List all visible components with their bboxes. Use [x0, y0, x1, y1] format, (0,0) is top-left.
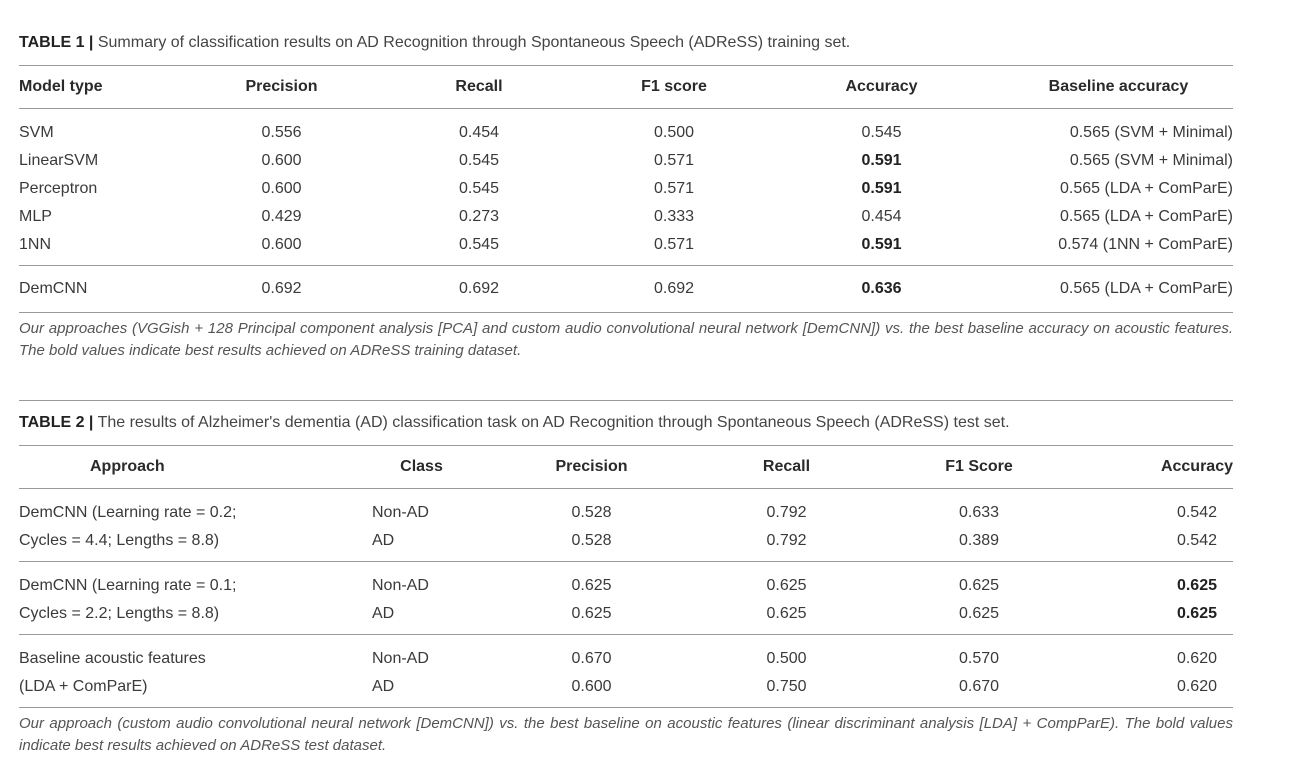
cell: 0.565 (LDA + ComParE) — [964, 266, 1233, 313]
cell: 0.565 (LDA + ComParE) — [1060, 208, 1233, 225]
cell: 0.591 — [861, 236, 902, 253]
cell: DemCNN (Learning rate = 0.2; — [19, 504, 237, 521]
cell: 0.273 — [458, 208, 500, 225]
cell: 0.620 — [1084, 635, 1233, 674]
cell: 0.528 — [571, 532, 612, 549]
cell: AD — [359, 673, 484, 708]
table-2-label: TABLE 2 | — [19, 414, 94, 431]
cell: 0.556 — [261, 124, 302, 141]
cell: 0.625 — [484, 562, 699, 601]
cell: 0.571 — [653, 152, 695, 169]
header-f1-score: F1 Score — [874, 446, 1084, 489]
table-2-grid — [19, 445, 1233, 708]
cell: Cycles = 4.4; Lengths = 8.8) — [19, 532, 220, 549]
cell: Non-AD — [359, 562, 484, 601]
cell: 0.571 — [653, 236, 695, 253]
cell: 0.792 — [766, 532, 807, 549]
table-row — [19, 231, 1233, 266]
table-row — [19, 109, 1233, 148]
header-recall: Recall — [699, 446, 874, 489]
table-1 — [19, 30, 1233, 362]
cell: 0.625 — [766, 605, 807, 622]
header-baseline-accuracy: Baseline accuracy — [964, 66, 1233, 109]
header-accuracy: Accuracy — [799, 66, 964, 109]
cell: Non-AD — [372, 504, 429, 521]
table-row — [19, 562, 1233, 601]
cell: 0.545 — [458, 180, 500, 197]
cell: 0.625 — [1176, 605, 1217, 622]
table-row — [19, 635, 1233, 674]
cell: 0.570 — [874, 635, 1084, 674]
table-2-caption-text: The results of Alzheimer's dementia (AD) classification task on AD Recognition through Spontaneous Speech (ADReSS) test set. — [97, 414, 1010, 431]
cell: 0.429 — [261, 208, 302, 225]
table-row — [19, 147, 1233, 175]
cell: 0.500 — [653, 124, 695, 141]
cell: 0.565 (SVM + Minimal) — [1069, 152, 1233, 169]
cell: 0.545 — [458, 152, 500, 169]
cell: 0.792 — [766, 504, 807, 521]
cell: 0.528 — [571, 504, 612, 521]
table-2-header-row — [19, 446, 1233, 489]
cell: 0.670 — [484, 635, 699, 674]
cell: 0.542 — [1176, 532, 1217, 549]
cell: 0.545 — [458, 236, 500, 253]
header-precision: Precision — [484, 446, 699, 489]
cell: Cycles = 2.2; Lengths = 8.8) — [19, 605, 220, 622]
cell: 0.565 (SVM + Minimal) — [1069, 124, 1233, 141]
cell: 0.633 — [958, 504, 1000, 521]
cell: 0.625 — [1084, 562, 1233, 601]
cell: 0.574 (1NN + ComParE) — [1058, 236, 1233, 253]
cell: 1NN — [19, 236, 52, 253]
cell: SVM — [19, 124, 54, 141]
cell: Baseline acoustic features — [19, 635, 359, 674]
cell: Perceptron — [19, 180, 98, 197]
cell: 0.600 — [261, 236, 302, 253]
cell: 0.600 — [261, 180, 302, 197]
header-precision: Precision — [154, 66, 409, 109]
cell: 0.545 — [861, 124, 902, 141]
header-model-type: Model type — [19, 66, 154, 109]
cell: 0.670 — [874, 673, 1084, 708]
cell: 0.591 — [861, 152, 902, 169]
cell: 0.692 — [409, 266, 549, 313]
cell: 0.571 — [653, 180, 695, 197]
cell: 0.542 — [1176, 504, 1217, 521]
cell: 0.625 — [958, 605, 1000, 622]
header-recall: Recall — [409, 66, 549, 109]
header-f1-score: F1 score — [549, 66, 799, 109]
cell: 0.620 — [1084, 673, 1233, 708]
cell: 0.600 — [261, 152, 302, 169]
table-row — [19, 600, 1233, 635]
cell: 0.692 — [154, 266, 409, 313]
cell: 0.636 — [799, 266, 964, 313]
table-row — [19, 266, 1233, 313]
cell: 0.692 — [549, 266, 799, 313]
cell: 0.454 — [861, 208, 902, 225]
table-1-header-row — [19, 66, 1233, 109]
cell: 0.625 — [571, 605, 612, 622]
table-1-note: Our approaches (VGGish + 128 Principal component analysis [PCA] and custom audio convolutional neural network [DemCNN]) vs. the best baseline accuracy on acoustic features. The bold values indicate best results achieved on ADReSS training dataset. — [19, 320, 1233, 359]
table-row — [19, 175, 1233, 203]
cell: 0.333 — [653, 208, 695, 225]
header-approach: Approach — [19, 446, 359, 489]
cell: DemCNN (Learning rate = 0.1; — [19, 562, 359, 601]
cell: DemCNN — [19, 266, 154, 313]
table-row — [19, 203, 1233, 231]
cell: 0.625 — [874, 562, 1084, 601]
cell: 0.600 — [484, 673, 699, 708]
cell: 0.500 — [699, 635, 874, 674]
header-accuracy: Accuracy — [1084, 446, 1233, 489]
cell: (LDA + ComParE) — [19, 673, 359, 708]
cell: 0.454 — [458, 124, 500, 141]
table-row — [19, 673, 1233, 708]
cell: LinearSVM — [19, 152, 99, 169]
table-1-label: TABLE 1 | — [19, 34, 94, 51]
cell: 0.389 — [958, 532, 1000, 549]
header-class: Class — [359, 446, 484, 489]
table-1-caption-text: Summary of classification results on AD Recognition through Spontaneous Speech (ADReSS) training set. — [97, 34, 851, 51]
cell: Non-AD — [359, 635, 484, 674]
table-2-note: Our approach (custom audio convolutional neural network [DemCNN]) vs. the best baseline on acoustic features (linear discriminant analysis [LDA] + CompParE). The bold values indicate best results achieved on ADReSS test dataset. — [19, 715, 1233, 754]
table-2-caption — [19, 401, 1233, 445]
cell: AD — [372, 605, 395, 622]
cell: 0.625 — [699, 562, 874, 601]
cell: MLP — [19, 208, 52, 225]
table-1-caption — [19, 30, 1233, 65]
table-1-grid — [19, 65, 1233, 313]
cell: 0.565 (LDA + ComParE) — [1060, 180, 1233, 197]
cell: 0.591 — [861, 180, 902, 197]
cell: 0.750 — [699, 673, 874, 708]
cell: AD — [372, 532, 395, 549]
table-2 — [19, 400, 1233, 757]
table-row — [19, 527, 1233, 562]
table-row — [19, 489, 1233, 528]
